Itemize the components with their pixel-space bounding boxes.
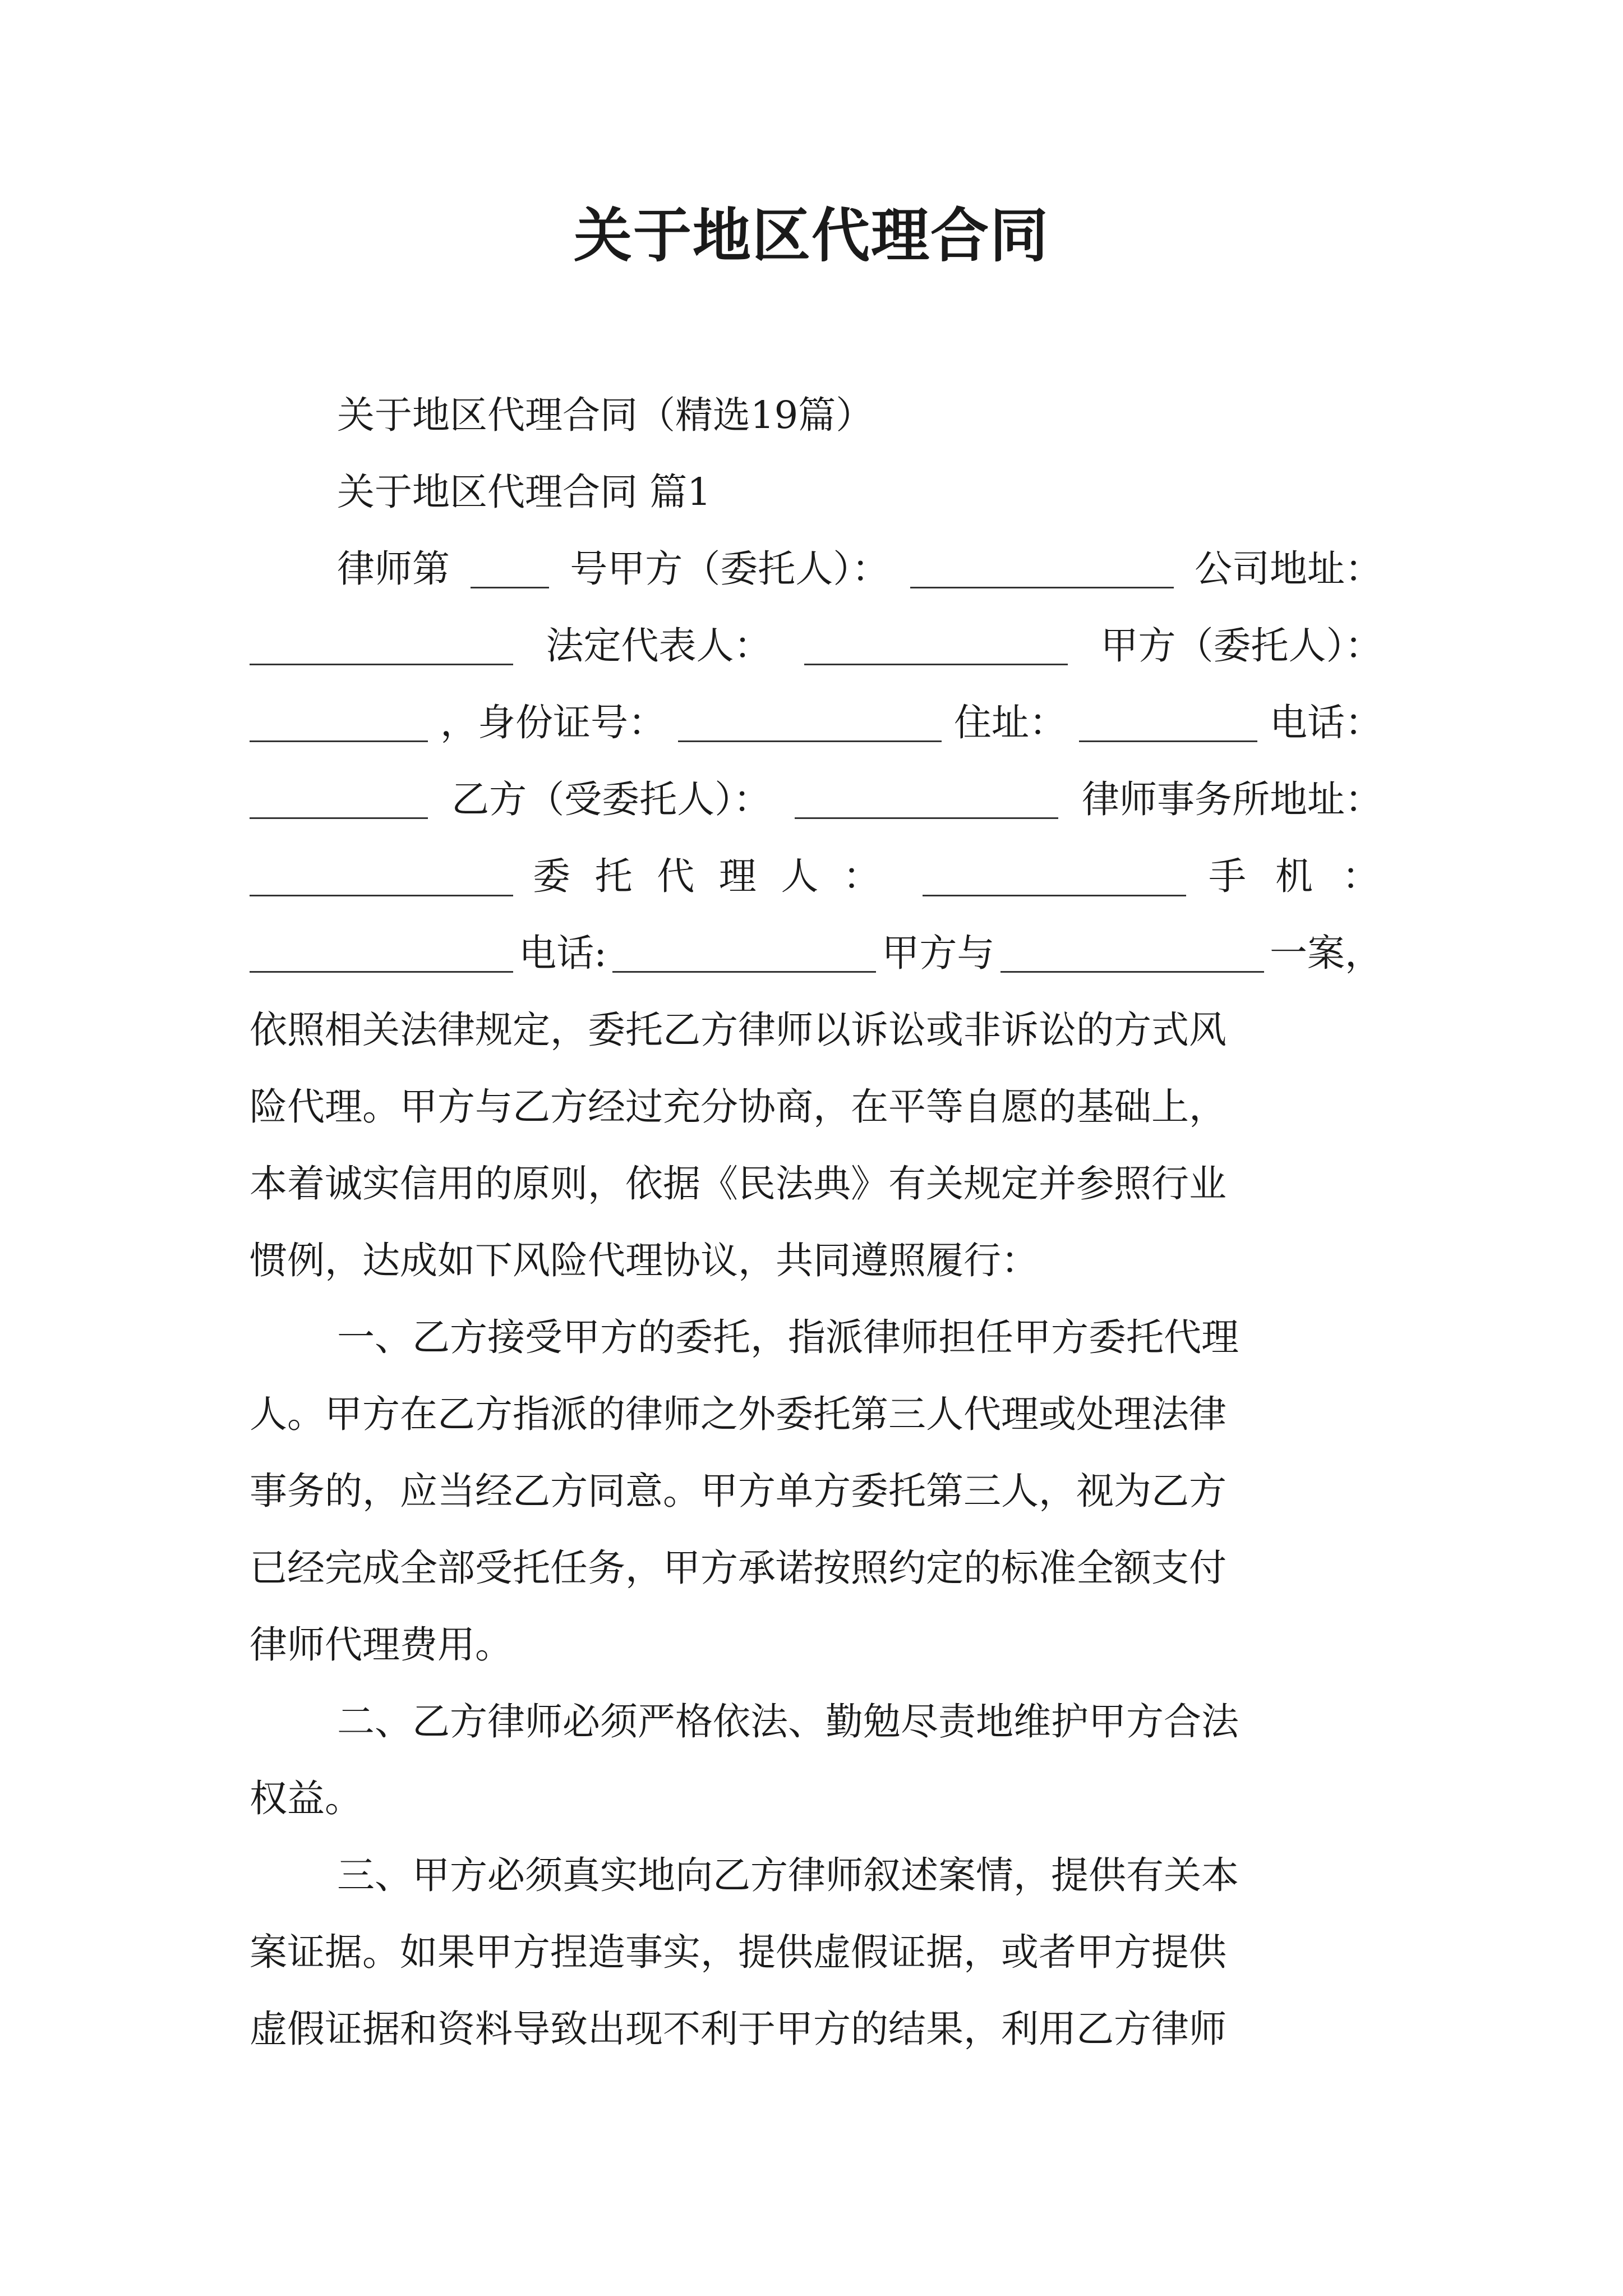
party-line-4 [250,761,1382,838]
legal-representative-label: 法定代表人： [546,624,772,668]
address-blank [1079,703,1257,742]
preamble-line-4: 惯例，达成如下风险代理协议，共同遵照履行： [250,1239,1039,1282]
clause-1-line-5: 律师代理费用。 [250,1623,513,1667]
clause-1-line-2: 人。甲方在乙方指派的律师之外委托第三人代理或处理法律 [250,1392,1227,1436]
company-address-blank [250,627,513,665]
clause-3-line-2: 案证据。如果甲方捏造事实，提供虚假证据，或者甲方提供 [250,1930,1227,1974]
party-a-label: 号甲方（委托人）： [570,547,889,591]
party-a-blank [910,550,1174,588]
mobile-label: 手 机 ： [1209,854,1380,898]
section-heading: 关于地区代理合同 篇1 [337,470,711,514]
phone-blank [250,780,428,819]
party-b-blank [795,780,1058,819]
case-number-blank [471,550,549,588]
company-address-label: 公司地址： [1195,547,1382,591]
phone-2-blank [612,934,876,973]
agent-blank [923,858,1186,896]
party-line-2 [250,608,1382,684]
clause-3-line-3: 虚假证据和资料导致出现不利于甲方的结果，利用乙方律师 [250,2007,1227,2051]
clause-2-line-1: 二、乙方律师必须严格依法、勤勉尽责地维护甲方合法 [337,1700,1239,1743]
party-line-3 [250,684,1382,761]
party-a-individual-blank [250,703,428,742]
case-label: 一案， [1269,931,1382,975]
dispute-blank [1000,934,1264,973]
document-subtitle: 关于地区代理合同（精选19篇） [337,393,874,437]
address-label: 住址： [954,701,1067,744]
party-a-individual-label: 甲方（委托人）： [1100,624,1382,668]
clause-1-line-1: 一、乙方接受甲方的委托，指派律师担任甲方委托代理 [337,1315,1239,1359]
phone-label: 电话： [1270,701,1382,744]
clause-1-line-4: 已经完成全部受托任务，甲方承诺按照约定的标准全额支付 [250,1546,1227,1590]
agent-label: 委 托 代 理 人 ： [533,854,880,898]
law-firm-address-label: 律师事务所地址： [1081,777,1382,821]
clause-1-line-3: 事务的，应当经乙方同意。甲方单方委托第三人，视为乙方 [250,1469,1227,1513]
clause-2-line-2: 权益。 [250,1777,362,1820]
case-number-label: 律师第 [337,547,450,591]
legal-representative-blank [804,627,1068,665]
party-b-label: 乙方（受委托人）： [451,777,771,821]
clause-3-line-1: 三、甲方必须真实地向乙方律师叙述案情，提供有关本 [337,1853,1239,1897]
party-line-6 [250,915,1382,992]
party-line-1 [337,531,1382,608]
document-title: 关于地区代理合同 [573,201,1049,270]
law-firm-address-blank [250,858,513,896]
dispute-label: 甲方与 [882,931,995,975]
phone-2-label: 电话: [519,931,607,975]
preamble-line-3: 本着诚实信用的原则，依据《民法典》有关规定并参照行业 [250,1162,1227,1205]
preamble-line-1: 依照相关法律规定，委托乙方律师以诉讼或非诉讼的方式风 [250,1008,1227,1052]
id-number-label: ，身份证号： [440,701,666,744]
mobile-blank [250,934,513,973]
preamble-line-2: 险代理。甲方与乙方经过充分协商，在平等自愿的基础上， [250,1085,1227,1129]
party-line-5 [250,838,1382,915]
id-number-blank [678,703,942,742]
